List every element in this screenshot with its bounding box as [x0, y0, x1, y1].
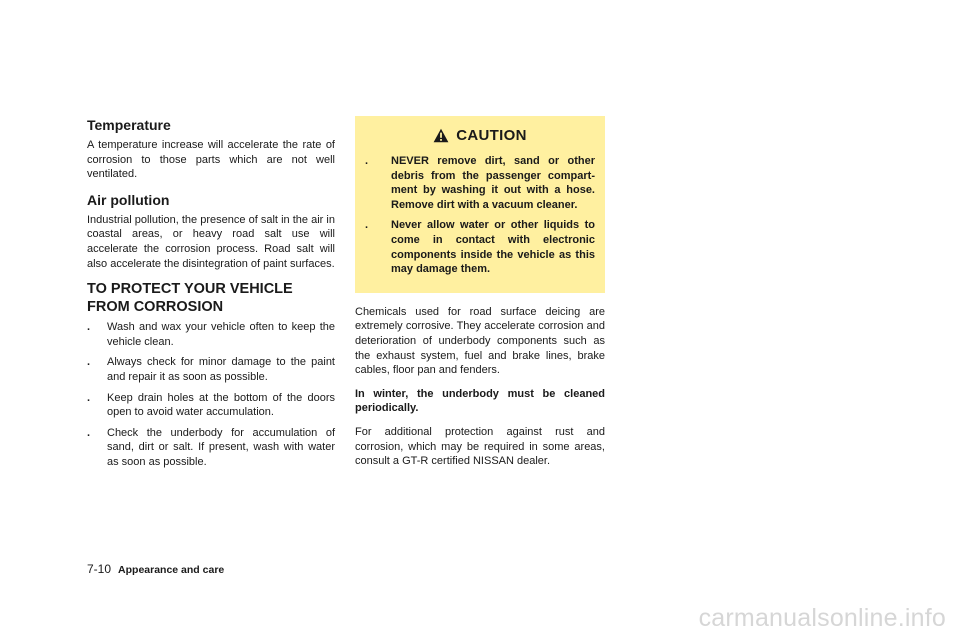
list-item	[87, 391, 335, 420]
caution-box	[355, 116, 605, 293]
list-item	[365, 218, 595, 276]
additional-protection-text: For additional protection against rust and corrosion, which may be required in some areas, consult a GT-R certified NISSAN dealer.	[355, 425, 605, 468]
list-item-text: Keep drain holes at the bottom of the doors open to avoid water accumulation.	[107, 391, 335, 419]
winter-text: In winter, the underbody must be cleaned periodically.	[355, 387, 605, 415]
right-column	[355, 116, 605, 478]
bullet-mark: .	[87, 391, 91, 404]
protect-heading: TO PROTECT YOUR VEHICLE FROM CORROSION	[87, 281, 293, 316]
bullet-mark: .	[87, 426, 91, 439]
list-item-text: Never allow water or other liquids to come in contact with electronic components inside the vehicle as this may damage them.	[391, 219, 595, 276]
temperature-text: A temperature increase will accelerate the rate of corrosion to those parts which are not well ventilated.	[87, 139, 335, 181]
chemicals-text: Chemicals used for road surface deicing are extremely corrosive. They accelerate corrosion and deterioration of underbody components such as the exhaust system, fuel and brake lines, brake cables, floor pan and fenders.	[355, 305, 605, 377]
page-footer	[87, 562, 224, 576]
section-name: Appearance and care	[118, 564, 225, 576]
list-item	[87, 355, 335, 384]
list-item	[87, 426, 335, 470]
bullet-mark: .	[87, 321, 91, 334]
warning-triangle-icon	[433, 128, 449, 143]
list-item	[87, 320, 335, 349]
caution-list	[365, 154, 595, 277]
caution-header	[365, 120, 595, 150]
list-item-text: Always check for minor damage to the paint and repair it as soon as possible.	[107, 356, 335, 383]
list-item-text: NEVER remove dirt, sand or other debris from the passenger compart- ment by washing it out with a hose. Remove dirt with a vacuum cleaner.	[391, 155, 595, 211]
bullet-mark: .	[87, 356, 91, 369]
bullet-mark: .	[365, 155, 369, 167]
list-item-text: Check the underbody for accumulation of sand, dirt or salt. If present, wash with water as soon as possible.	[107, 426, 335, 468]
list-item-text: Wash and wax your vehicle often to keep the vehicle clean.	[107, 321, 335, 348]
protect-list	[87, 320, 335, 469]
air-pollution-text: Industrial pollution, the presence of salt in the air in coastal areas, or heavy road salt use will accelerate the corrosion process. Road salt will also accelerate the disintegration of paint surfaces.	[87, 213, 335, 270]
caution-title: CAUTION	[456, 126, 527, 144]
air-pollution-heading: Air pollution	[87, 191, 170, 208]
page-number: 7-10	[87, 562, 112, 576]
temperature-heading: Temperature	[87, 117, 171, 133]
list-item	[365, 154, 595, 212]
watermark: carmanualsonline.info	[698, 604, 946, 632]
left-column	[87, 116, 335, 476]
bullet-mark: .	[365, 219, 369, 232]
